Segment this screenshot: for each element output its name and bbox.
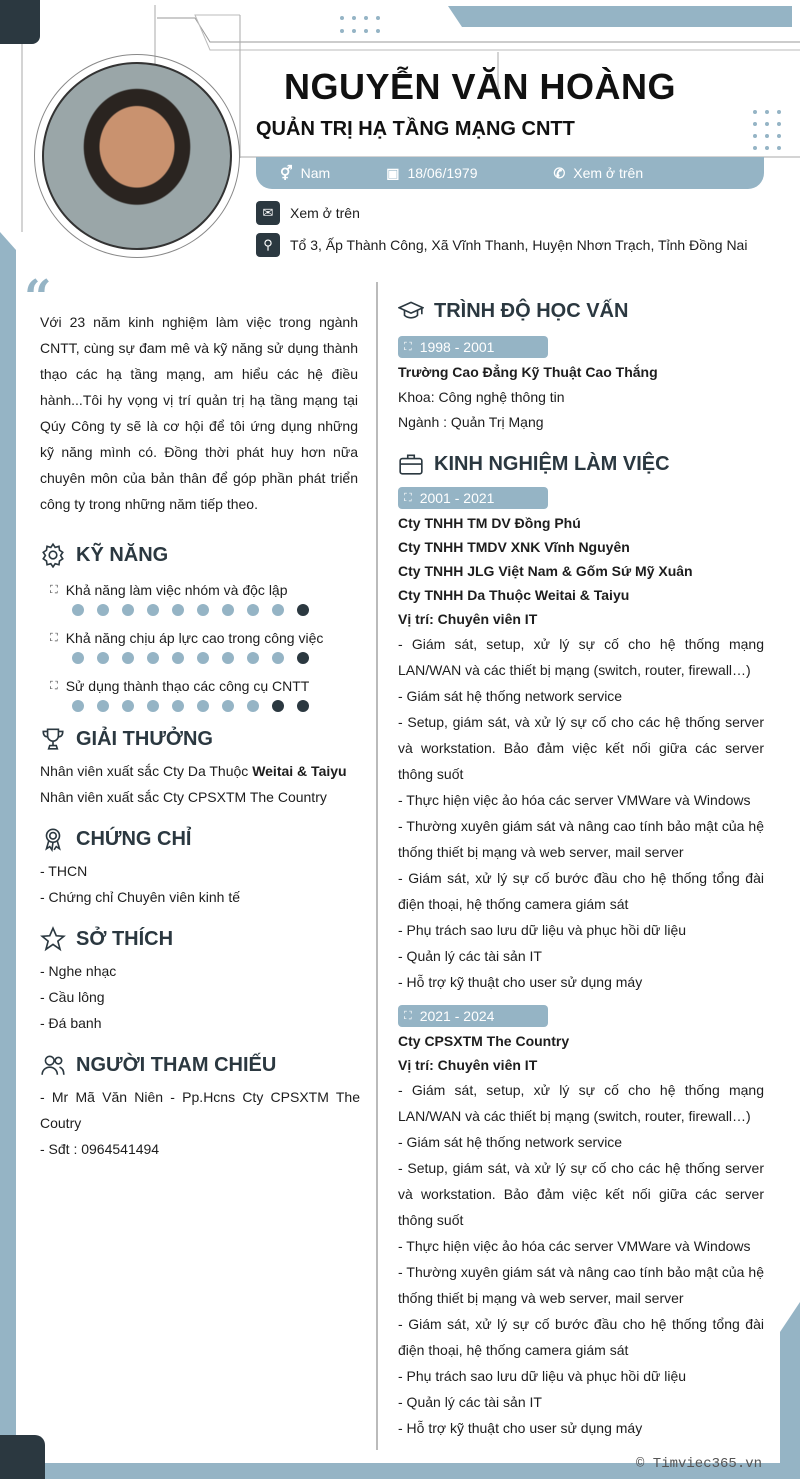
education-title: TRÌNH ĐỘ HỌC VẤN <box>434 299 629 322</box>
rating-dot <box>122 604 134 616</box>
job-company: Cty TNHH JLG Việt Nam & Gốm Sứ Mỹ Xuân <box>398 563 693 579</box>
rating-dot <box>172 700 184 712</box>
watermark: © Timviec365.vn <box>636 1456 763 1472</box>
gear-icon <box>40 542 66 568</box>
hobbies-heading <box>40 924 360 954</box>
job-duty: - Giám sát, xử lý sự cố bước đầu cho hệ thống tổng đài điện thoại, hệ thống camera giám sát <box>398 1316 764 1358</box>
star-icon <box>40 926 66 952</box>
skill-item <box>40 580 360 600</box>
bullet-icon: ⛶ <box>404 1009 412 1022</box>
rating-dot <box>197 700 209 712</box>
quote-icon: “ <box>24 270 52 326</box>
job-duty: - Thực hiện việc ảo hóa các server VMWare và Windows <box>398 792 751 808</box>
references-item: - Mr Mã Văn Niên - Pp.Hcns Cty CPSXTM The Coutry <box>40 1089 360 1131</box>
award-text: Nhân viên xuất sắc Cty Da Thuộc <box>40 763 253 779</box>
rating-dot <box>122 700 134 712</box>
rating-dot <box>272 700 284 712</box>
job-company: Cty CPSXTM The Country <box>398 1033 570 1049</box>
rating-dot <box>247 604 259 616</box>
job-duty: - Phụ trách sao lưu dữ liệu và phục hồi dữ liệu <box>398 1368 687 1384</box>
rating-dot <box>197 604 209 616</box>
rating-dot <box>222 652 234 664</box>
job-duty: - Giám sát hệ thống network service <box>398 688 623 704</box>
right-band <box>780 1302 800 1479</box>
experience-title: KINH NGHIỆM LÀM VIỆC <box>434 452 670 475</box>
job-duty: - Thực hiện việc ảo hóa các server VMWare và Windows <box>398 1238 751 1254</box>
job-duty: - Thường xuyên giám sát và nâng cao tính bảo mật của hệ thống thiết bị mạng và web server, mail server <box>398 1264 764 1306</box>
rating-dot <box>172 652 184 664</box>
gender-icon: ⚥ <box>280 164 293 181</box>
job-duty: - Phụ trách sao lưu dữ liệu và phục hồi dữ liệu <box>398 922 687 938</box>
brief-icon <box>398 451 424 477</box>
bullet-icon: ⛶ <box>50 632 58 644</box>
skills-heading <box>40 540 360 570</box>
rating-dot <box>97 604 109 616</box>
rating-dot <box>272 652 284 664</box>
job-company: Cty TNHH Da Thuộc Weitai & Taiyu <box>398 587 630 603</box>
rating-dot <box>297 700 309 712</box>
job-duty: - Giám sát, setup, xử lý sự cố cho hệ thống mạng LAN/WAN và các thiết bị mạng (switch, router, firewall…) <box>398 636 764 678</box>
job-duty: - Setup, giám sát, và xử lý sự cố cho các hệ thống server và workstation. Bảo đảm việc kết nối giữa các server thông suốt <box>398 1160 764 1228</box>
skill-item <box>40 628 360 648</box>
job-duty: - Hỗ trợ kỹ thuật cho user sử dụng máy <box>398 974 643 990</box>
job-duty: - Giám sát hệ thống network service <box>398 1134 623 1150</box>
job-title: QUẢN TRỊ HẠ TẦNG MẠNG CNTT <box>256 118 575 140</box>
job-company: Vị trí: Chuyên viên IT <box>398 1057 538 1073</box>
references-title: NGƯỜI THAM CHIẾU <box>76 1053 277 1076</box>
bullet-icon: ⛶ <box>404 491 412 504</box>
hobbies-item: - Đá banh <box>40 1015 102 1031</box>
column-divider <box>376 282 378 1450</box>
users-icon <box>40 1052 66 1078</box>
education-line: Khoa: Công nghệ thông tin <box>398 389 565 405</box>
corner-decor-bottom-left <box>0 1435 45 1479</box>
rating-dot <box>72 652 84 664</box>
education-line: Ngành : Quản Trị Mạng <box>398 414 544 430</box>
rating-dot <box>297 652 309 664</box>
school: Trường Cao Đẳng Kỹ Thuật Cao Thắng <box>398 364 658 380</box>
rating-dot <box>122 652 134 664</box>
certificates-heading <box>40 824 360 854</box>
skill-label: Khả năng chịu áp lực cao trong công việc <box>65 630 324 646</box>
rating-dot <box>297 604 309 616</box>
info-bar <box>256 157 764 189</box>
job-duty: - Setup, giám sát, và xử lý sự cố cho các hệ thống server và workstation. Bảo đảm việc kết nối giữa các server thông suốt <box>398 714 764 782</box>
mail-icon: ✉ <box>256 201 280 225</box>
rating-dot <box>222 700 234 712</box>
job-company: Cty TNHH TMDV XNK Vĩnh Nguyên <box>398 539 630 555</box>
period: 1998 - 2001 <box>419 339 495 355</box>
summary: Với 23 năm kinh nghiệm làm việc trong ngành CNTT, cùng sự đam mê và kỹ năng sử dụng thành thạo các hạ tầng mạng, am hiểu các hệ điều hành...Tôi hy vọng vị trí quản trị hạ tầng mạng tại Qúy Công ty sẽ là cơ hội để tôi ứng dụng những kỹ năng mình có. Đồng thời phát huy hơn nữa chuyên môn của bản thân để góp phần phát triển công ty trong những năm tiếp theo. <box>40 314 358 512</box>
rating-dot <box>247 700 259 712</box>
bullet-icon: ⛶ <box>50 680 58 692</box>
award-item <box>40 784 360 810</box>
award-text: Nhân viên xuất sắc Cty CPSXTM The Country <box>40 789 327 805</box>
period-badge <box>398 336 548 358</box>
rating-dot <box>147 700 159 712</box>
job-duty: - Quản lý các tài sản IT <box>398 948 542 964</box>
candidate-name: NGUYỄN VĂN HOÀNG <box>283 66 677 107</box>
job-duty: - Thường xuyên giám sát và nâng cao tính bảo mật của hệ thống thiết bị mạng và web server, mail server <box>398 818 764 860</box>
skill-item <box>40 676 360 696</box>
rating-dot <box>97 652 109 664</box>
certificates-item: - Chứng chỉ Chuyên viên kinh tế <box>40 889 241 905</box>
email: Xem ở trên <box>290 205 360 221</box>
job-duty: - Giám sát, xử lý sự cố bước đầu cho hệ thống tổng đài điện thoại, hệ thống camera giám sát <box>398 870 764 912</box>
job-duty: - Quản lý các tài sản IT <box>398 1394 542 1410</box>
certificates-title: CHỨNG CHỈ <box>76 827 192 850</box>
hobbies-item: - Nghe nhạc <box>40 963 117 979</box>
hobbies-title: SỞ THÍCH <box>76 927 174 950</box>
job-company: Cty TNHH TM DV Đồng Phú <box>398 515 581 531</box>
period: 2021 - 2024 <box>419 1008 495 1024</box>
rating-dot <box>222 604 234 616</box>
phone-icon: ✆ <box>553 164 566 181</box>
rating-dot <box>72 604 84 616</box>
address-row <box>256 233 747 257</box>
references-item: - Sđt : 0964541494 <box>40 1141 160 1157</box>
skill-rating <box>72 700 360 712</box>
trophy-icon <box>40 726 66 752</box>
education-heading <box>398 296 764 326</box>
rating-dot <box>147 652 159 664</box>
location-icon: ⚲ <box>256 233 280 257</box>
rating-dot <box>272 604 284 616</box>
cap-icon <box>398 298 424 324</box>
awards-title: GIẢI THƯỞNG <box>76 727 213 750</box>
award-item <box>40 758 360 784</box>
award-company: Weitai & Taiyu <box>252 763 347 779</box>
period: 2001 - 2021 <box>419 490 495 506</box>
bullet-icon: ⛶ <box>404 340 412 353</box>
rating-dot <box>147 604 159 616</box>
rating-dot <box>247 652 259 664</box>
references-heading <box>40 1050 360 1080</box>
experience-heading <box>398 449 764 479</box>
skill-rating <box>72 652 360 664</box>
hobbies-item: - Cầu lông <box>40 989 105 1005</box>
skill-label: Sử dụng thành thạo các công cụ CNTT <box>65 678 310 694</box>
rating-dot <box>197 652 209 664</box>
job-duty: - Hỗ trợ kỹ thuật cho user sử dụng máy <box>398 1420 643 1436</box>
period-badge <box>398 1005 548 1027</box>
address: Tổ 3, Ấp Thành Công, Xã Vĩnh Thanh, Huyện Nhơn Trạch, Tỉnh Đồng Nai <box>290 237 748 253</box>
bullet-icon: ⛶ <box>50 584 58 596</box>
phone: Xem ở trên <box>573 165 644 181</box>
rating-dot <box>97 700 109 712</box>
rating-dot <box>172 604 184 616</box>
email-row <box>256 201 360 225</box>
skills-title: KỸ NĂNG <box>76 543 169 566</box>
left-band <box>0 232 16 1479</box>
award-icon <box>40 826 66 852</box>
period-badge <box>398 487 548 509</box>
gender: Nam <box>300 165 331 181</box>
awards-heading <box>40 724 360 754</box>
calendar-icon: ▣ <box>386 164 400 181</box>
avatar <box>42 62 232 250</box>
skill-rating <box>72 604 360 616</box>
certificates-item: - THCN <box>40 863 88 879</box>
job-company: Vị trí: Chuyên viên IT <box>398 611 538 627</box>
skill-label: Khả năng làm việc nhóm và độc lập <box>65 582 288 598</box>
birthday: 18/06/1979 <box>407 165 478 181</box>
rating-dot <box>72 700 84 712</box>
job-duty: - Giám sát, setup, xử lý sự cố cho hệ thống mạng LAN/WAN và các thiết bị mạng (switch, router, firewall…) <box>398 1082 764 1124</box>
